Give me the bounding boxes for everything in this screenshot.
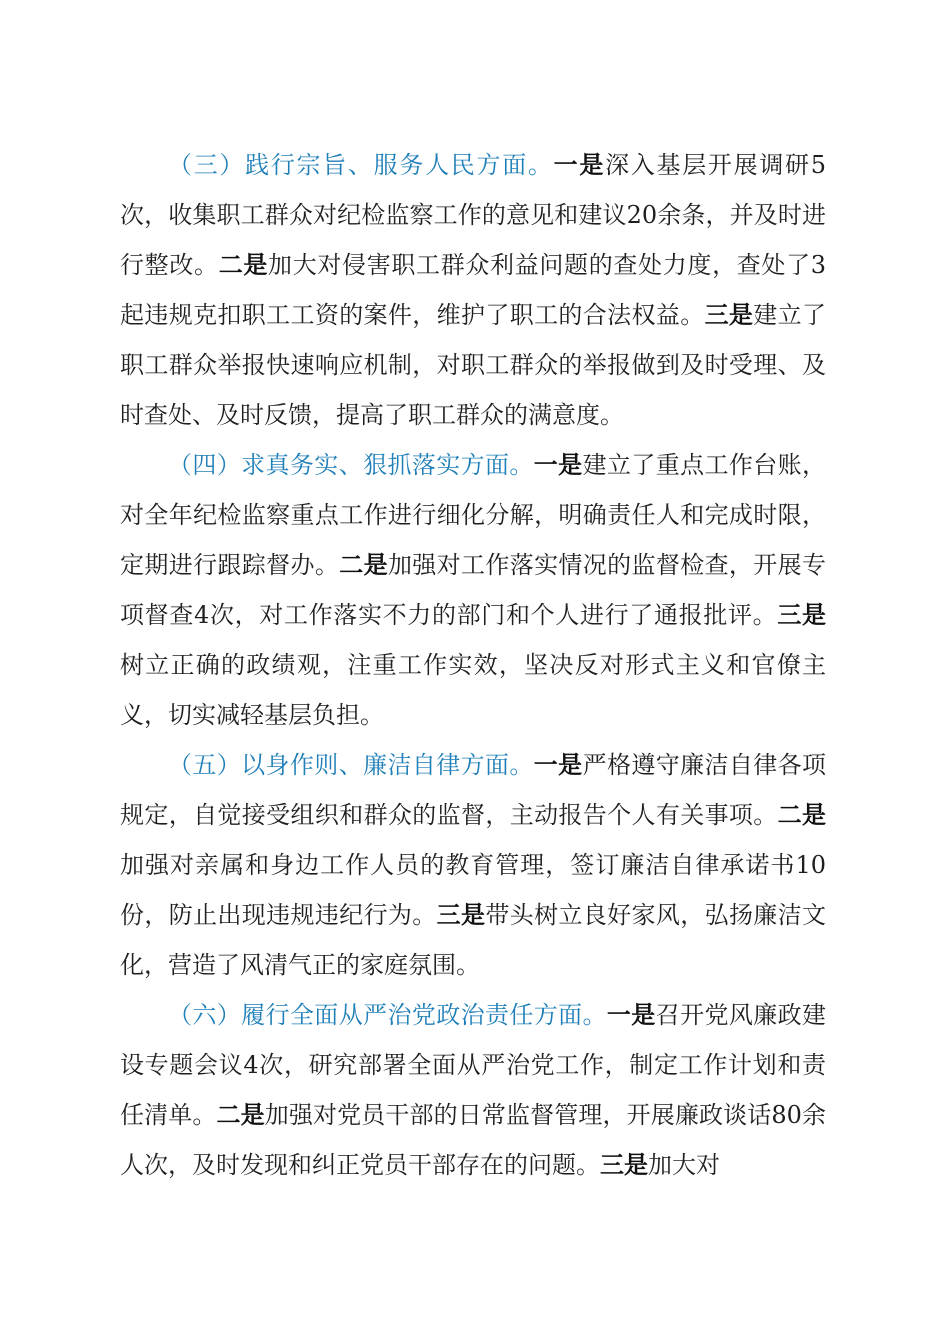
section-3-lead-2: 二是 bbox=[218, 250, 269, 279]
section-5-heading: （五）以身作则、廉洁自律方面。 bbox=[168, 751, 534, 779]
section-6-heading: （六）履行全面从严治党政治责任方面。 bbox=[168, 1001, 607, 1029]
section-4-text-2: 加强对工作落实情况的监督检查，开展专项督查4次，对工作落实不力的部门和个人进行了通报批评。 bbox=[120, 551, 827, 629]
section-3-heading: （三）践行宗旨、服务人民方面。 bbox=[168, 151, 554, 179]
section-4-text-3: 树立正确的政绩观，注重工作实效，坚决反对形式主义和官僚主义，切实减轻基层负担。 bbox=[120, 651, 826, 729]
section-5-lead-2: 二是 bbox=[777, 800, 826, 829]
section-3-text-2: 加大对侵害职工群众利益问题的查处力度，查处了3起违规克扣职工工资的案件，维护了职工的合法权益。 bbox=[120, 251, 827, 329]
section-5-lead-3: 三是 bbox=[436, 900, 486, 929]
section-3-paragraph bbox=[120, 140, 826, 440]
section-6-lead-2: 二是 bbox=[216, 1100, 265, 1129]
section-6-lead-1: 一是 bbox=[606, 1000, 656, 1029]
section-4-lead-1: 一是 bbox=[533, 450, 583, 479]
section-3-text-3: 建立了职工群众举报快速响应机制，对职工群众的举报做到及时受理、及时查处、及时反馈，提高了职工群众的满意度。 bbox=[120, 301, 827, 429]
section-5-text-3: 带头树立良好家风，弘扬廉洁文化，营造了风清气正的家庭氛围。 bbox=[120, 901, 827, 979]
section-6-paragraph bbox=[120, 990, 826, 1190]
section-6-text-2: 加强对党员干部的日常监督管理，开展廉政谈话80余人次，及时发现和纠正党员干部存在的问题。 bbox=[120, 1101, 827, 1179]
section-6-lead-3: 三是 bbox=[600, 1150, 648, 1179]
section-5-paragraph bbox=[120, 740, 826, 990]
section-5-lead-1: 一是 bbox=[533, 750, 583, 779]
section-6-text-1: 召开党风廉政建设专题会议4次，研究部署全面从严治党工作，制定工作计划和责任清单。 bbox=[120, 1001, 827, 1129]
section-4-lead-2: 二是 bbox=[339, 550, 388, 579]
section-3-text-1: 深入基层开展调研5次，收集职工群众对纪检监察工作的意见和建议20余条，并及时进行整改。 bbox=[120, 151, 827, 279]
document-body bbox=[120, 140, 826, 1190]
section-6-text-3: 加大对 bbox=[648, 1151, 720, 1179]
section-3-lead-1: 一是 bbox=[553, 150, 606, 179]
section-4-heading: （四）求真务实、狠抓落实方面。 bbox=[168, 451, 534, 479]
section-5-text-1: 严格遵守廉洁自律各项规定，自觉接受组织和群众的监督，主动报告个人有关事项。 bbox=[120, 751, 827, 829]
section-3-lead-3: 三是 bbox=[704, 300, 754, 329]
section-4-text-1: 建立了重点工作台账，对全年纪检监察重点工作进行细化分解，明确责任人和完成时限，定期进行跟踪督办。 bbox=[120, 451, 827, 579]
section-4-lead-3: 三是 bbox=[777, 600, 826, 629]
section-4-paragraph bbox=[120, 440, 826, 740]
section-5-text-2: 加强对亲属和身边工作人员的教育管理，签订廉洁自律承诺书10份，防止出现违规违纪行为。 bbox=[120, 851, 826, 929]
